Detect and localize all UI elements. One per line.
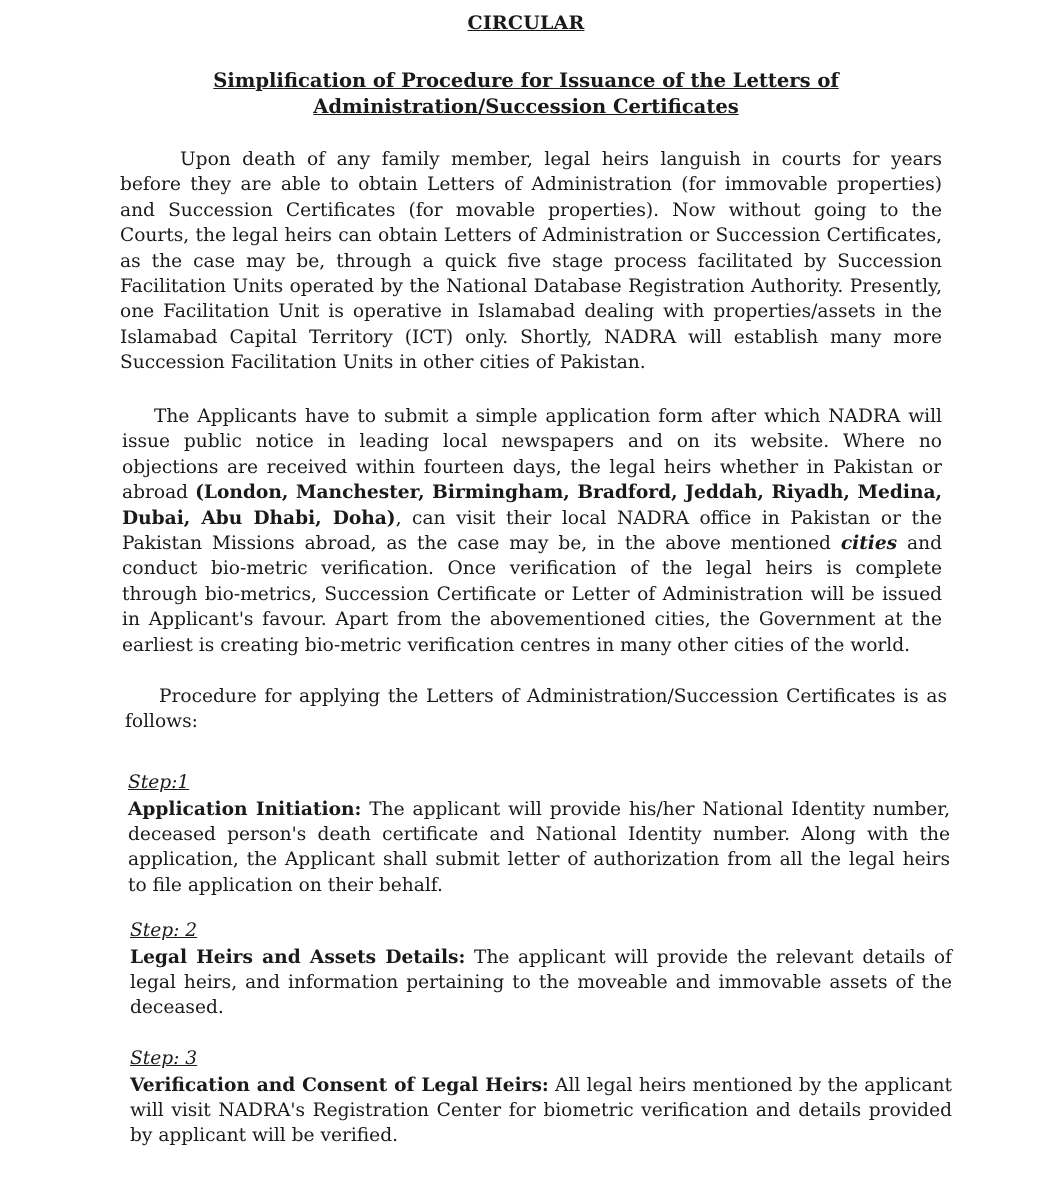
step-3-body [130, 1073, 952, 1149]
step-1-body [128, 797, 950, 898]
step-2-body [130, 945, 952, 1021]
paragraph-text-a: The Applicants have to submit a simple application form after which NADRA will issue public notice in leading local newspapers and on its website. Where no objections are received within fourteen days, the legal heirs whether in Pakistan or abroad [122, 406, 942, 504]
subtitle-line-2: Administration/Succession Certificates [313, 95, 739, 118]
subtitle-line-1: Simplification of Procedure for Issuance of the Letters of [213, 69, 839, 92]
cities-emphasis: cities [840, 533, 898, 555]
paragraph-introduction-text: Upon death of any family member, legal heirs languish in courts for years before they are able to obtain Letters of Administration (for immovable properties) and Succession Certificates (for movable properties). Now without going to the Courts, the legal heirs can obtain Letters of Administration or Succession Certificates, as the case may be, through a quick five stage process facilitated by Succession Facilitation Units operated by the National Database Registration Authority. Presently, one Facilitation Unit is operative in Islamabad dealing with properties/assets in the Islamabad Capital Territory (ICT) only. Shortly, NADRA will establish many more Succession Facilitation Units in other cities of Pakistan. [120, 149, 942, 374]
step-1-text: The applicant will provide his/her National Identity number, deceased person's death certificate and National Identity number. Along with the application, the Applicant shall submit letter of authorization from all the legal heirs to file application on their behalf. [128, 799, 950, 896]
document-title: CIRCULAR [467, 12, 585, 34]
step-3-label: Step: 3 [130, 1048, 198, 1069]
step-1-label: Step:1 [128, 772, 190, 793]
step-2-label: Step: 2 [130, 920, 198, 941]
paragraph-application-process [122, 404, 942, 658]
paragraph-procedure-text: Procedure for applying the Letters of Administration/Succession Certificates is as follows: [125, 686, 947, 733]
step-3-text: All legal heirs mentioned by the applicant will visit NADRA's Registration Center for biometric verification and details provided by applicant will be verified. [130, 1075, 952, 1147]
step-2-text: The applicant will provide the relevant details of legal heirs, and information pertaining to the moveable and immovable assets of the deceased. [130, 947, 952, 1019]
step-1-heading: Application Initiation: [128, 799, 362, 820]
step-3-heading: Verification and Consent of Legal Heirs: [130, 1075, 549, 1096]
paragraph-text-b: , can visit their local NADRA office in Pakistan or the Pakistan Missions abroad, as the case may be, in the above mentioned [122, 507, 942, 555]
paragraph-text-c: and conduct bio-metric verification. Once verification of the legal heirs is complete through bio-metrics, Succession Certificate or Letter of Administration will be issued in Applicant's favour. Apart from the abovementioned cities, the Government at the earliest is creating bio-metric verification centres in many other cities of the world. [122, 533, 943, 656]
step-2-heading: Legal Heirs and Assets Details: [130, 947, 466, 968]
paragraph-procedure-intro [125, 684, 947, 735]
paragraph-introduction [120, 147, 942, 376]
cities-list: (London, Manchester, Birmingham, Bradford, Jeddah, Riyadh, Medina, Dubai, Abu Dhabi, Doha) [122, 482, 942, 529]
document-subtitle [200, 68, 852, 120]
